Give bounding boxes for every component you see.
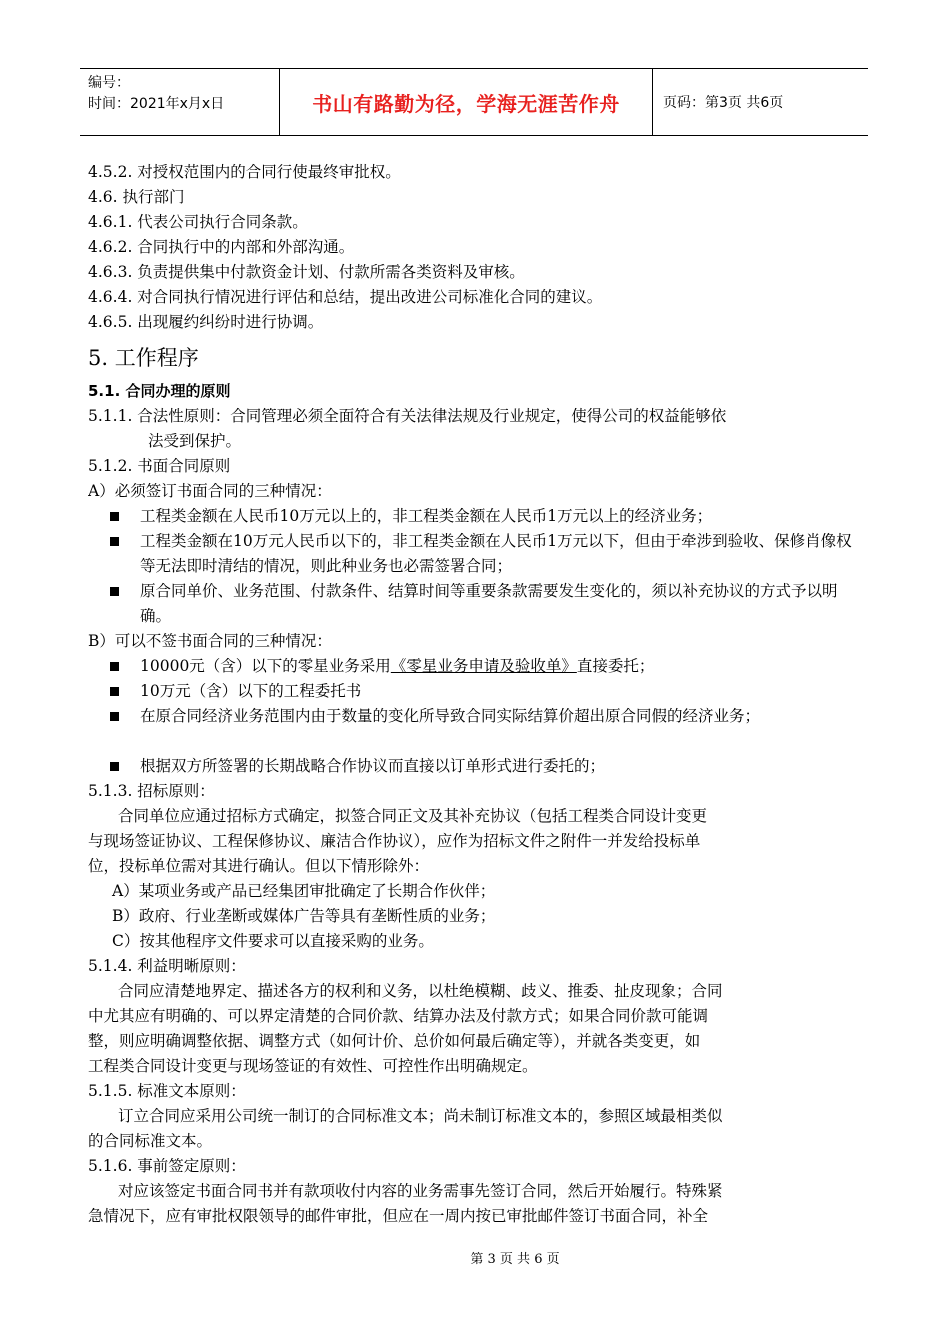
form-link[interactable]: 《零星业务申请及验收单》 [390,657,577,675]
text-line: B）可以不签书面合同的三种情况： [88,632,332,650]
square-bullet-icon [110,712,119,721]
header-page-info: 页码：第3页 共6页 [663,95,784,111]
text-line: 5.1.4. 利益明晰原则： [88,957,246,975]
document-body [88,160,864,1229]
square-bullet-icon [110,662,119,671]
paragraph-line: 位，投标单位需对其进行确认。但以下情形除外： [88,857,430,875]
text-line: 4.6.1. 代表公司执行合同条款。 [88,213,308,231]
paragraph-line: 订立合同应采用公司统一制订的合同标准文本；尚未制订标准文本的，参照区域最相类似 [118,1107,723,1125]
paragraph-line: 中尤其应有明确的、可以界定清楚的合同价款、结算办法及付款方式；如果合同价款可能调 [88,1007,709,1025]
page-header [80,68,868,136]
paragraph-line: 急情况下，应有审批权限领导的邮件审批，但应在一周内按已审批邮件签订书面合同，补全 [88,1207,709,1225]
subsection-title: 5.1. 合同办理的原则 [88,382,231,400]
paragraph-line: 合同单位应通过招标方式确定，拟签合同正文及其补充协议（包括工程类合同设计变更 [118,807,708,825]
text-line: 5.1.3. 招标原则： [88,782,215,800]
bullet-list-b [88,654,864,779]
paragraph-line: 合同应清楚地界定、描述各方的权利和义务，以杜绝模糊、歧义、推委、扯皮现象；合同 [118,982,723,1000]
header-time: 时间：2021年x月x日 [88,96,225,112]
list-item: A）某项业务或产品已经集团审批确定了长期合作伙伴； [112,882,496,900]
text-line: 4.6.3. 负责提供集中付款资金计划、付款所需各类资料及审核。 [88,263,525,281]
square-bullet-icon [110,512,119,521]
header-motto: 书山有路勤为径，学海无涯苦作舟 [280,69,653,135]
list-item: 在原合同经济业务范围内由于数量的变化所导致合同实际结算价超出原合同假的经济业务； [88,704,864,754]
list-item: 原合同单价、业务范围、付款条件、结算时间等重要条款需要发生变化的，须以补充协议的方式予以明确。 [88,579,864,629]
paragraph-line: 的合同标准文本。 [88,1132,213,1150]
header-number: 编号： [88,75,130,91]
page-footer [0,1248,950,1267]
text-line: A）必须签订书面合同的三种情况： [88,482,332,500]
square-bullet-icon [110,587,119,596]
text-line: 5.1.1. 合法性原则：合同管理必须全面符合有关法律法规及行业规定，使得公司的权益能够依 [88,407,727,425]
list-item: C）按其他程序文件要求可以直接采购的业务。 [112,932,434,950]
text-line: 4.6. 执行部门 [88,188,185,206]
paragraph-line: 对应该签定书面合同书并有款项收付内容的业务需事先签订合同，然后开始履行。特殊紧 [118,1182,723,1200]
bullet-list-a [88,504,864,629]
footer-page-number: 第 3 页 共 6 页 [470,1252,560,1267]
text-line: 4.6.2. 合同执行中的内部和外部沟通。 [88,238,355,256]
list-item: B）政府、行业垄断或媒体广告等具有垄断性质的业务； [112,907,496,925]
text-line: 4.5.2. 对授权范围内的合同行使最终审批权。 [88,163,401,181]
list-item: 工程类金额在10万元人民币以下的，非工程类金额在人民币1万元以下，但由于牵涉到验收、保修肖像权等无法即时清结的情况，则此种业务也必需签署合同； [88,529,864,579]
square-bullet-icon [110,687,119,696]
text-line: 4.6.5. 出现履约纠纷时进行协调。 [88,313,324,331]
square-bullet-icon [110,762,119,771]
text-line: 5.1.6. 事前签定原则： [88,1157,246,1175]
text-line: 5.1.2. 书面合同原则 [88,457,231,475]
paragraph-line: 与现场签证协议、工程保修协议、廉洁合作协议），应作为招标文件之附件一并发给投标单 [88,832,701,850]
list-item: 10000元（含）以下的零星业务采用《零星业务申请及验收单》直接委托； [88,654,864,679]
header-meta [80,69,280,135]
paragraph-line: 工程类合同设计变更与现场签证的有效性、可控性作出明确规定。 [88,1057,538,1075]
list-item: 工程类金额在人民币10万元以上的，非工程类金额在人民币1万元以上的经济业务； [88,504,864,529]
text-line: 5.1.5. 标准文本原则： [88,1082,246,1100]
text-line: 法受到保护。 [148,432,242,450]
paragraph-line: 整，则应明确调整依据、调整方式（如何计价、总价如何最后确定等），并就各类变更，如 [88,1032,701,1050]
square-bullet-icon [110,537,119,546]
section-title: 5. 工作程序 [88,346,199,370]
text-line: 4.6.4. 对合同执行情况进行评估和总结，提出改进公司标准化合同的建议。 [88,288,603,306]
list-item: 根据双方所签署的长期战略合作协议而直接以订单形式进行委托的； [88,754,864,779]
list-item: 10万元（含）以下的工程委托书 [88,679,864,704]
